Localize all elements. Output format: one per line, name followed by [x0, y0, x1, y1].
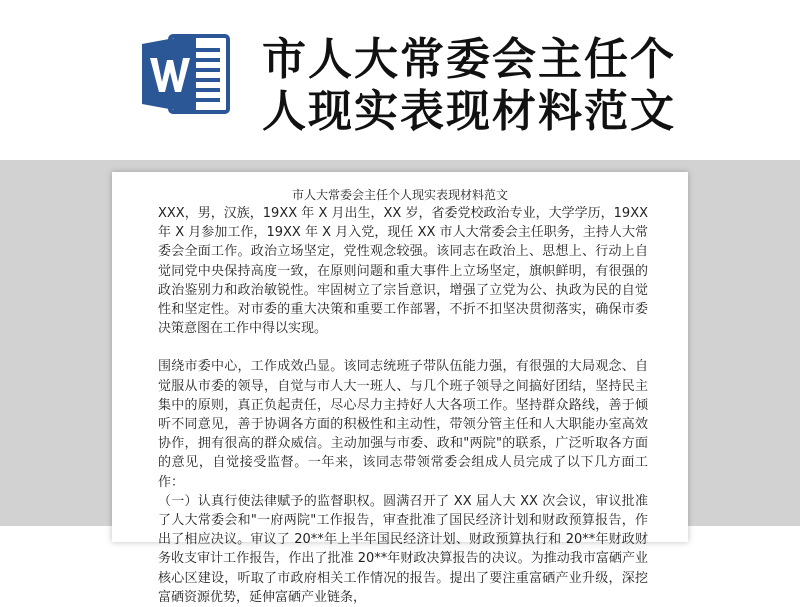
document-heading: 市人大常委会主任个人现实表现材料范文	[291, 188, 508, 202]
header	[0, 0, 800, 160]
document-body	[158, 204, 648, 607]
title-line-1: 市人大常委会主任个	[262, 34, 676, 85]
word-icon	[140, 32, 232, 116]
paragraph-3: （一）认真行使法律赋予的监督职权。圆满召开了 XX 届人大 XX 次会议，审议批准了人大常委会和"一府两院"工作报告，审查批准了国民经济计划和财政预算报告，作出了相应决议。审议了 20**年上半年国民经济计划、财政预算执行和 20**年财政财务收支审计工作报告，作出了批准 20**年财政决算报告的决议。为推动我市富硒产业核心区建设，听取了市政府相关工作情况的报告。提出了要注重富硒产业升级，深挖富硒资源优势，延伸富硒产业链条，	[158, 493, 648, 605]
title-line-2: 人现实表现材料范文	[262, 86, 676, 137]
paragraph-1: XXX，男，汉族，19XX 年 X 月出生，XX 岁，省委党校政治专业，大学学历，19XX 年 X 月参加工作，19XX 年 X 月入党，现任 XX 市人大常委会主任职务，主持人大常委会全面工作。政治立场坚定，党性观念较强。该同志在政治上、思想上、行动上自觉同党中央保持高度一致，在原则问题和重大事件上立场坚定，旗帜鲜明，有很强的政治鉴别力和政治敏锐性。牢固树立了宗旨意识，增强了立党为公、执政为民的自觉性和坚定性。对市委的重大决策和重要工作部署，不折不扣坚决贯彻落实，确保市委决策意图在工作中得以实现。	[158, 206, 648, 337]
paragraph-2: 围绕市委中心，工作成效凸显。该同志统班子带队伍能力强，有很强的大局观念、自觉服从市委的领导，自觉与市人大一班人、与几个班子领导之间搞好团结，坚持民主集中的原则，真正负起责任，尽心尽力主持好人大各项工作。坚持群众路线，善于倾听不同意见，善于协调各方面的积极性和主动性，带领分管主任和人大职能办室高效协作，拥有很高的群众威信。主动加强与市委、政和"两院"的联系，广泛听取各方面的意见，自觉接受监督。一年来，该同志带领常委会组成人员完成了以下几方面工作：	[158, 359, 648, 490]
page-title	[262, 34, 742, 138]
document-page	[112, 172, 688, 605]
